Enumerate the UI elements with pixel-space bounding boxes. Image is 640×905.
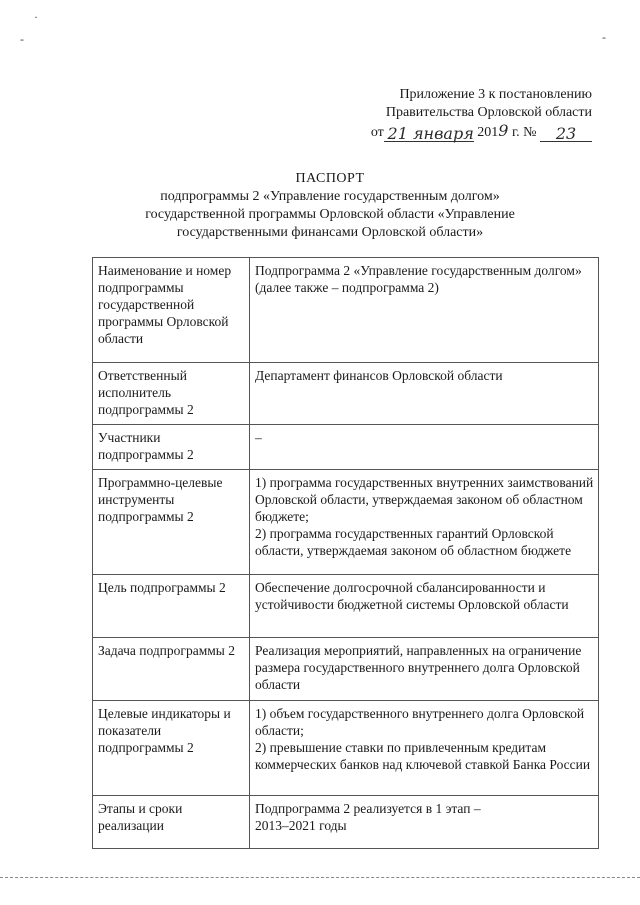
date-prefix: от	[370, 125, 384, 140]
row-value: –	[250, 425, 599, 470]
row-label: Цель подпрограммы 2	[93, 575, 250, 638]
row-value: Обеспечение долгосрочной сбалансированности и устойчивости бюджетной системы Орловской области	[250, 575, 599, 638]
table-row	[93, 425, 599, 470]
row-label: Участники подпрограммы 2	[93, 425, 250, 470]
appendix-header	[300, 86, 592, 142]
number-prefix: г. №	[511, 125, 537, 140]
number-field	[540, 125, 592, 142]
year-prefix: 201	[477, 125, 499, 140]
row-value: 1) программа государственных внутренних заимствований Орловской области, утверждаемая законом об областном бюджете; 2) программа государственных гарантий Орловской области, утверждаемая законом об областном бюджете	[250, 470, 599, 575]
appendix-line-1: Приложение 3 к постановлению	[399, 87, 592, 102]
table-row	[93, 363, 599, 425]
page-bottom-rule	[0, 877, 640, 878]
row-value: Подпрограмма 2 «Управление государственным долгом» (далее также – подпрограмма 2)	[250, 258, 599, 363]
appendix-date-line	[300, 122, 592, 142]
scan-artifact-mark: -	[20, 32, 24, 46]
scan-artifact-mark: -	[602, 30, 606, 44]
table-row	[93, 701, 599, 796]
row-value: Реализация мероприятий, направленных на ограничение размера государственного внутреннего долга Орловской области	[250, 638, 599, 701]
handwritten-year: 9	[498, 121, 509, 140]
row-value: Департамент финансов Орловской области	[250, 363, 599, 425]
handwritten-number: 23	[555, 124, 577, 143]
row-value: 1) объем государственного внутреннего долга Орловской области; 2) превышение ставки по привлеченным кредитам коммерческих банков над ключевой ставкой Банка России	[250, 701, 599, 796]
title-line-2: государственной программы Орловской области «Управление	[145, 207, 515, 222]
passport-table	[92, 257, 599, 849]
handwritten-date: 21 января	[387, 124, 474, 143]
table-row	[93, 638, 599, 701]
table-row	[93, 258, 599, 363]
date-field	[384, 125, 474, 142]
scan-artifact-mark: ·	[34, 10, 38, 24]
title-line-3: государственными финансами Орловской области»	[176, 225, 484, 240]
document-title	[100, 170, 560, 242]
table-row	[93, 796, 599, 849]
row-label: Ответственный исполнитель подпрограммы 2	[93, 363, 250, 425]
row-label: Наименование и номер подпрограммы государственной программы Орловской области	[93, 258, 250, 363]
row-label: Программно-целевые инструменты подпрограммы 2	[93, 470, 250, 575]
table-row	[93, 575, 599, 638]
table-row	[93, 470, 599, 575]
row-label: Этапы и сроки реализации	[93, 796, 250, 849]
passport-heading: ПАСПОРТ	[295, 171, 365, 186]
row-value: Подпрограмма 2 реализуется в 1 этап – 2013–2021 годы	[250, 796, 599, 849]
appendix-line-2: Правительства Орловской области	[385, 105, 592, 120]
row-label: Задача подпрограммы 2	[93, 638, 250, 701]
row-label: Целевые индикаторы и показатели подпрограммы 2	[93, 701, 250, 796]
title-line-1: подпрограммы 2 «Управление государственным долгом»	[160, 189, 500, 204]
